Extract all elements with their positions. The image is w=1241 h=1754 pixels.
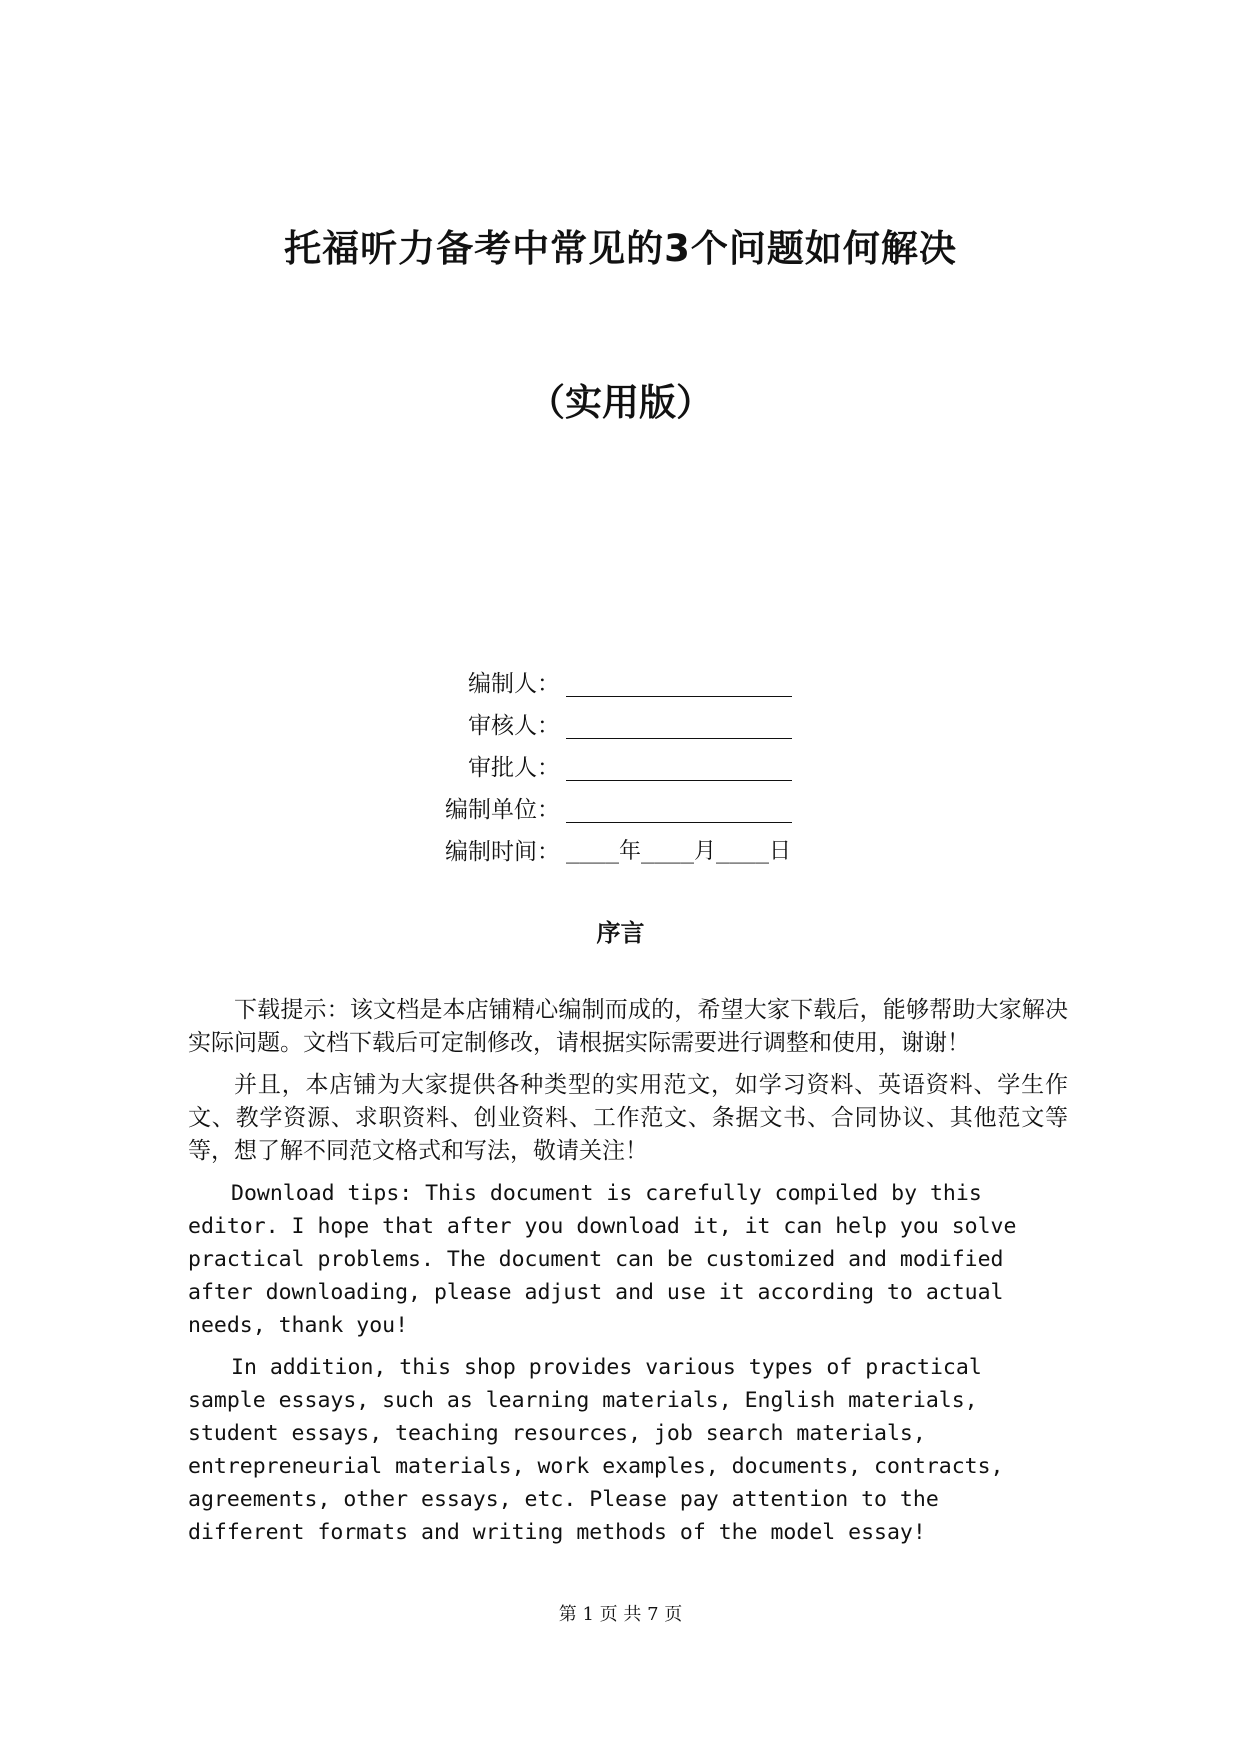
- preface-paragraph-2: 并且，本店铺为大家提供各种类型的实用范文，如学习资料、英语资料、学生作文、教学资源、求职资料、创业资料、工作范文、条据文书、合同协议、其他范文等等，想了解不同范文格式和写法，敬请关注！: [188, 1072, 1068, 1164]
- preface-paragraph-4: In addition, this shop provides various types of practical sample essays, such as learning materials, English materials, student essays, teaching resources, job search materials, entrepreneurial materials, work examples, documents, contracts, agreements, other essays, etc. Please pay attention to the different formats and writing methods of the model essay!: [188, 1355, 1004, 1545]
- page-number: 第 1 页 共 7 页: [558, 1604, 683, 1625]
- meta-row-unit: [440, 786, 860, 828]
- preface-body: [188, 994, 1068, 1558]
- preface-title: 序言: [596, 918, 645, 947]
- reviewer-blank: [566, 718, 792, 739]
- meta-row-reviewer: [440, 702, 860, 744]
- meta-row-time: [440, 828, 860, 870]
- meta-row-editor: [440, 660, 860, 702]
- editor-label: 编制人：: [468, 670, 560, 697]
- time-label: 编制时间：: [445, 838, 560, 865]
- meta-row-approver: [440, 744, 860, 786]
- editor-blank: [566, 676, 792, 697]
- preface-paragraph-1: 下载提示：该文档是本店铺精心编制而成的，希望大家下载后，能够帮助大家解决实际问题。文档下载后可定制修改，请根据实际需要进行调整和使用，谢谢！: [188, 997, 1068, 1056]
- unit-label: 编制单位：: [445, 796, 560, 823]
- unit-blank: [566, 802, 792, 823]
- approver-blank: [566, 760, 792, 781]
- document-subtitle: （实用版）: [528, 381, 713, 424]
- approver-label: 审批人：: [468, 754, 560, 781]
- preface-paragraph-3: Download tips: This document is carefully compiled by this editor. I hope that after you download it, it can help you solve practical problems. The document can be customized and modified after downloading, please adjust and use it according to actual needs, thank you!: [188, 1181, 1017, 1338]
- meta-block: [440, 660, 860, 870]
- reviewer-label: 审核人：: [468, 712, 560, 739]
- document-title: 托福听力备考中常见的3个问题如何解决: [284, 227, 957, 270]
- time-value: ____年____月____日: [566, 838, 791, 864]
